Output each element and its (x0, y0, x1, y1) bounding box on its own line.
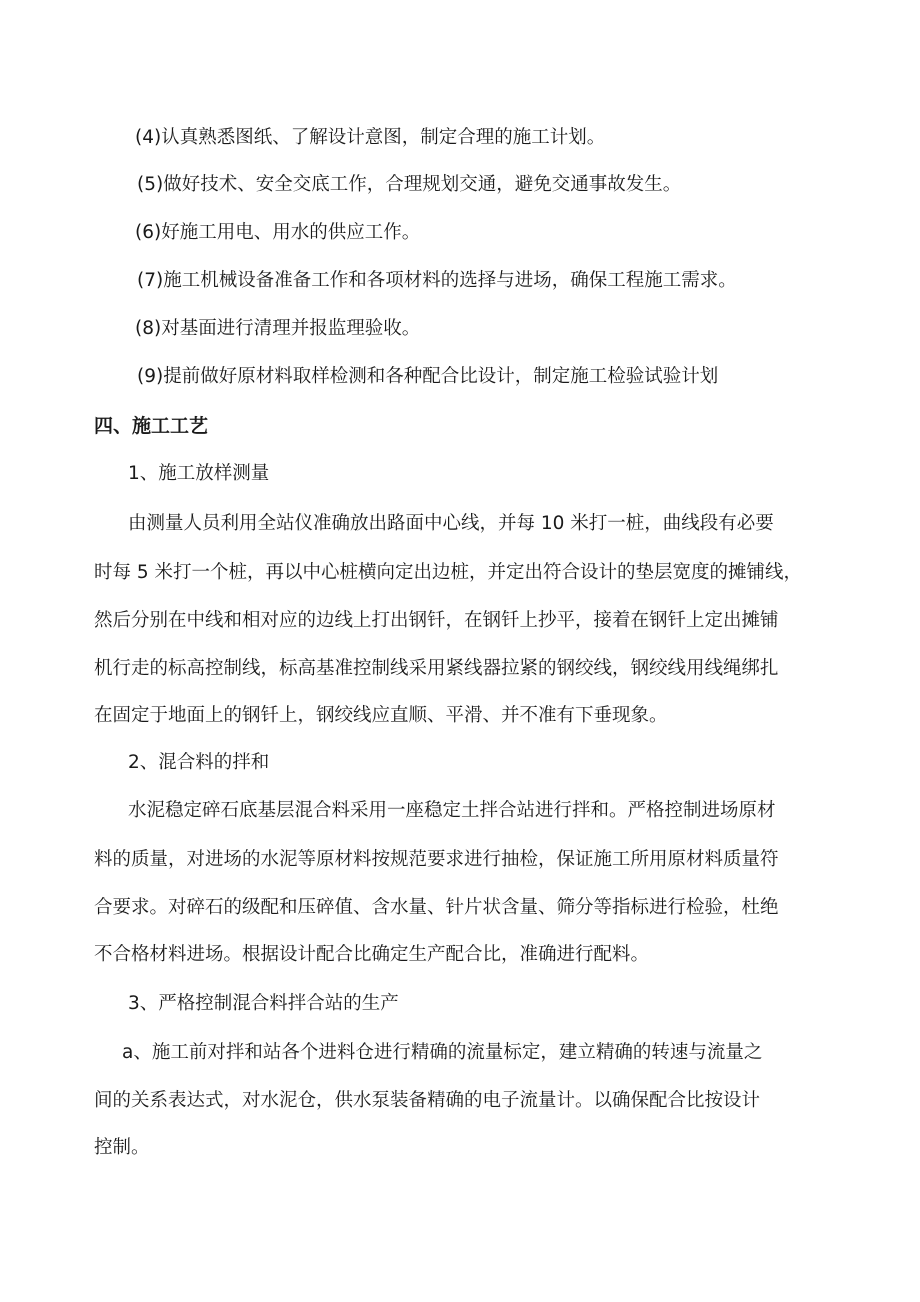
list-item: (9)提前做好原材料取样检测和各种配合比设计，制定施工检验试验计划 (137, 366, 719, 387)
list-item: (7)施工机械设备准备工作和各项材料的选择与进场，确保工程施工需求。 (137, 270, 737, 291)
paragraph-line: 时每 5 米打一个桩，再以中心桩横向定出边桩，并定出符合设计的垫层宽度的摊铺线， (94, 562, 803, 583)
paragraph-line: 控制。 (94, 1137, 150, 1158)
list-item: (8)对基面进行清理并报监理验收。 (135, 318, 421, 339)
subsection-title: 3、严格控制混合料拌合站的生产 (128, 993, 399, 1014)
paragraph-line: 合要求。对碎石的级配和压碎值、含水量、针片状含量、筛分等指标进行检验，杜绝 (94, 897, 779, 918)
paragraph-line: 在固定于地面上的钢钎上，钢绞线应直顺、平滑、并不准有下垂现象。 (94, 705, 668, 726)
paragraph-line: 料的质量，对进场的水泥等原材料按规范要求进行抽检，保证施工所用原材料质量符 (94, 849, 779, 870)
paragraph-line: 水泥稳定碎石底基层混合料采用一座稳定土拌合站进行拌和。严格控制进场原材 (128, 800, 776, 821)
list-item: (4)认真熟悉图纸、了解设计意图，制定合理的施工计划。 (135, 127, 606, 148)
paragraph-line: a、施工前对拌和站各个进料仓进行精确的流量标定，建立精确的转速与流量之 (122, 1042, 763, 1063)
paragraph-line: 间的关系表达式，对水泥仓，供水泵装备精确的电子流量计。以确保配合比按设计 (94, 1090, 761, 1111)
paragraph-line: 由测量人员利用全站仪准确放出路面中心线，并每 10 米打一桩，曲线段有必要 (128, 513, 774, 534)
section-heading: 四、施工工艺 (94, 415, 209, 437)
paragraph-line: 机行走的标高控制线，标高基准控制线采用紧线器拉紧的钢绞线，钢绞线用线绳绑扎 (94, 658, 779, 679)
paragraph-line: 然后分别在中线和相对应的边线上打出钢钎，在钢钎上抄平，接着在钢钎上定出摊铺 (94, 610, 779, 631)
subsection-title: 2、混合料的拌和 (128, 752, 270, 773)
paragraph-line: 不合格材料进场。根据设计配合比确定生产配合比，准确进行配料。 (94, 944, 650, 965)
list-item: (6)好施工用电、用水的供应工作。 (135, 222, 421, 243)
subsection-title: 1、施工放样测量 (128, 463, 270, 484)
list-item: (5)做好技术、安全交底工作，合理规划交通，避免交通事故发生。 (137, 174, 682, 195)
